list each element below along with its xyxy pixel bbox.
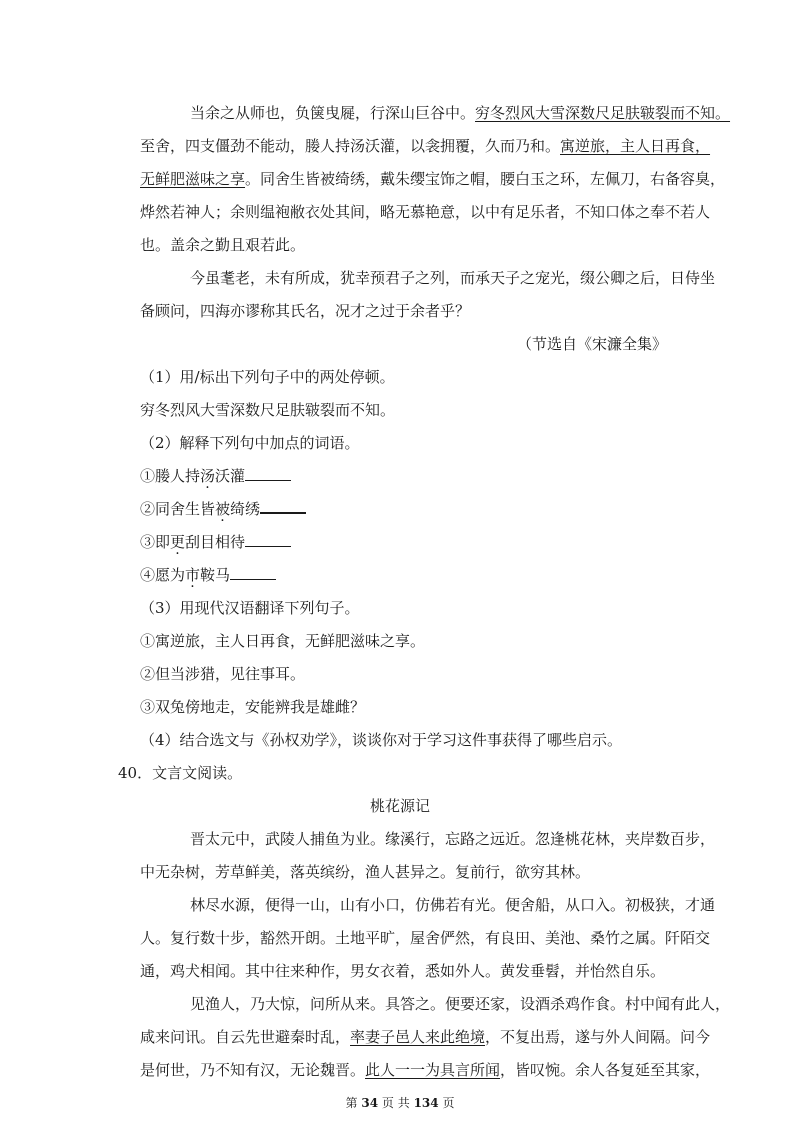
answer-blank[interactable]	[245, 532, 291, 547]
dotted-word: 更	[170, 533, 186, 551]
dotted-word: 汤	[200, 467, 216, 485]
question-40-heading: 40．文言文阅读。	[118, 764, 243, 782]
question-3-item: ③双兔傍地走，安能辨我是雄雌？	[140, 698, 366, 716]
passage-line: 中无杂树，芳草鲜美，落英缤纷，渔人甚异之。复前行，欲穷其林。	[140, 863, 591, 881]
passage-line: 见渔人，乃大惊，问所从来。具答之。便要还家，设酒杀鸡作食。村中闻有此人，	[190, 995, 731, 1013]
question-1: （1）用/标出下列句子中的两处停顿。	[140, 368, 395, 386]
passage-line: 通，鸡犬相闻。其中往来种作，男女衣着，悉如外人。黄发垂髫，并怡然自乐。	[140, 962, 666, 980]
question-2: （2）解释下列句中加点的词语。	[140, 434, 360, 452]
passage-title: 桃花源记	[369, 797, 430, 815]
underlined-sentence: 无鲜肥滋味之享	[140, 170, 246, 188]
answer-blank[interactable]	[230, 565, 276, 580]
passage-line: 备顾问，四海亦谬称其氏名，况才之过于余者乎？	[140, 302, 471, 320]
page-number: 34	[361, 1096, 379, 1110]
passage-line: 人。复行数十步，豁然开朗。土地平旷，屋舍俨然，有良田、美池、桑竹之属。阡陌交	[140, 929, 711, 947]
source-citation: （节选自《宋濂全集》	[516, 335, 667, 353]
passage-line: 咸来问讯。自云先世避秦时乱，率妻子邑人来此绝境，不复出焉，遂与外人间隔。问今	[140, 1028, 711, 1046]
question-1-sentence: 穷冬烈风大雪深数尺足肤皲裂而不知。	[140, 401, 396, 419]
underlined-sentence: 率妻子邑人来此绝境	[350, 1028, 486, 1046]
passage-line: 是何世，乃不知有汉，无论魏晋。此人一一为具言所闻，皆叹惋。余人各复延至其家，	[140, 1061, 711, 1079]
question-2-item: ③即更刮目相待	[140, 531, 291, 552]
underlined-sentence: 此人一一为具言所闻	[365, 1061, 501, 1079]
underlined-sentence: 穷冬烈风大雪深数尺足肤皲裂而不知。	[475, 104, 731, 122]
dotted-word: 市	[185, 566, 201, 584]
question-3-item: ②但当涉猎，见往事耳。	[140, 665, 306, 683]
question-2-item: ①媵人持汤沃灌	[140, 465, 291, 486]
passage-line: 至舍，四支僵劲不能动，媵人持汤沃灌，以衾拥覆，久而乃和。寓逆旅，主人日再食，	[140, 137, 711, 155]
passage-line: 今虽耄老，未有所成，犹幸预君子之列，而承天子之宠光，缀公卿之后，日侍坐	[190, 269, 716, 287]
passage-line: 当余之从师也，负箧曳屣，行深山巨谷中。穷冬烈风大雪深数尺足肤皲裂而不知。	[190, 104, 731, 122]
question-4: （4）结合选文与《孙权劝学》，谈谈你对于学习这件事获得了哪些启示。	[140, 731, 623, 749]
passage-line: 林尽水源，便得一山，山有小口，仿佛若有光。便舍船，从口入。初极狭，才通	[190, 896, 716, 914]
passage-line: 也。盖余之勤且艰若此。	[140, 236, 306, 254]
question-3-item: ①寓逆旅，主人日再食，无鲜肥滋味之享。	[140, 632, 426, 650]
underlined-sentence: 寓逆旅，主人日再食，	[560, 137, 711, 155]
dotted-word: 被	[215, 500, 231, 518]
passage-line: 晋太元中，武陵人捕鱼为业。缘溪行，忘路之远近。忽逢桃花林，夹岸数百步，	[190, 830, 716, 848]
question-3: （3）用现代汉语翻译下列句子。	[140, 599, 360, 617]
page-footer: 第 34 页 共 134 页	[345, 1096, 455, 1110]
question-2-item: ④愿为市鞍马	[140, 564, 276, 585]
passage-line: 烨然若神人；余则缊袍敝衣处其间，略无慕艳意，以中有足乐者，不知口体之奉不若人	[140, 203, 711, 221]
answer-blank[interactable]	[260, 498, 306, 514]
answer-blank[interactable]	[245, 466, 291, 481]
question-2-item: ②同舍生皆被绮绣	[140, 498, 306, 519]
total-pages: 134	[413, 1096, 439, 1110]
passage-line: 无鲜肥滋味之享。同舍生皆被绮绣，戴朱缨宝饰之帽，腰白玉之环，左佩刀，右备容臭，	[140, 170, 726, 188]
